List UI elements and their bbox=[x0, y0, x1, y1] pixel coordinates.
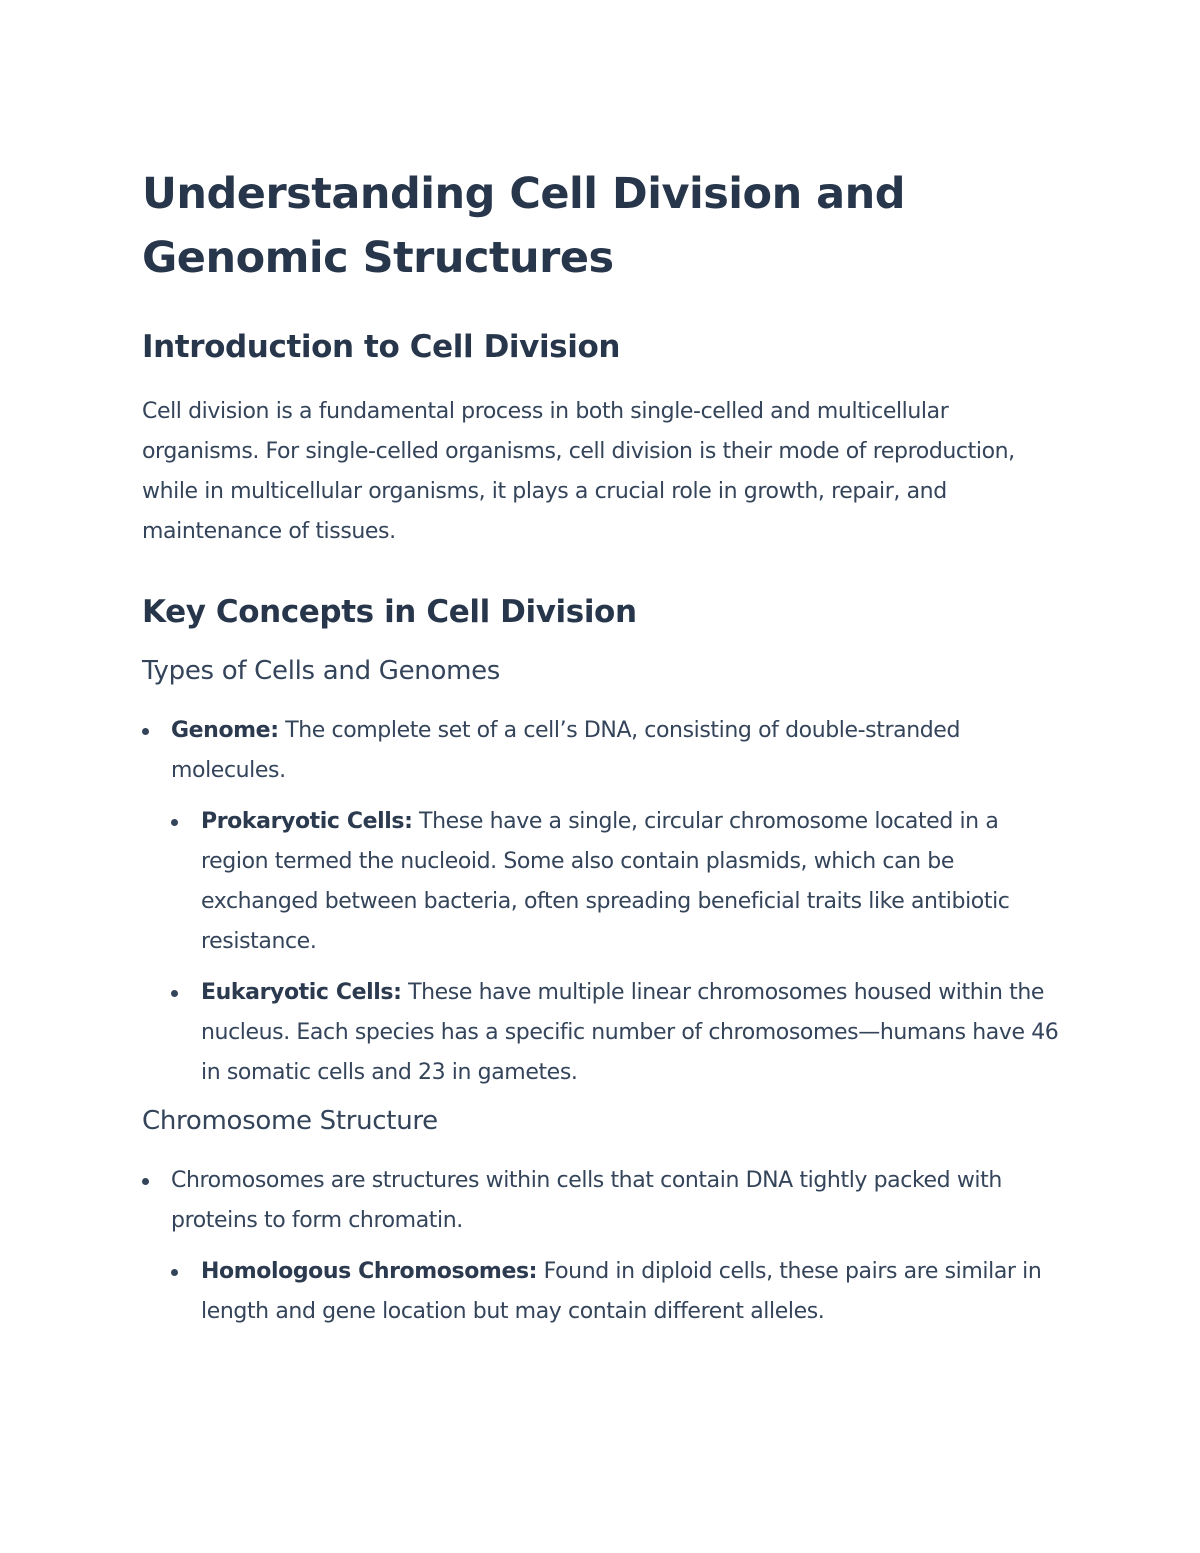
chromosome-sublist bbox=[171, 1252, 1062, 1332]
homologous-description: Found in diploid cells, these pairs are similar in length and gene location but may contain different alleles. bbox=[201, 1259, 1042, 1324]
intro-paragraph: Cell division is a fundamental process in both single-celled and multicellular organisms. For single-celled organisms, cell division is their mode of reproduction, while in multicellular organisms, it plays a crucial role in growth, repair, and maintenance of tissues. bbox=[142, 399, 1015, 544]
term-prokaryotic: Prokaryotic Cells: bbox=[201, 809, 413, 834]
prokaryotic-description: These have a single, circular chromosome located in a region termed the nucleoid. Some also contain plasmids, which can be exchanged between bacteria, often spreading beneficial traits like antibiotic resistance. bbox=[201, 809, 1010, 954]
page-title: Understanding Cell Division and Genomic Structures bbox=[142, 169, 906, 283]
list-item-homologous bbox=[171, 1252, 1062, 1332]
section-heading-key-concepts: Key Concepts in Cell Division bbox=[142, 594, 637, 630]
bullet-icon bbox=[142, 1178, 149, 1185]
subsection-heading-chromosome-structure: Chromosome Structure bbox=[142, 1106, 438, 1136]
types-list bbox=[142, 711, 1062, 1093]
bullet-icon bbox=[171, 1269, 178, 1276]
chromosome-list bbox=[142, 1161, 1062, 1332]
term-eukaryotic: Eukaryotic Cells: bbox=[201, 980, 402, 1005]
genome-sublist bbox=[171, 802, 1062, 1093]
list-item-prokaryotic bbox=[171, 802, 1062, 962]
bullet-icon bbox=[171, 990, 178, 997]
term-homologous: Homologous Chromosomes: bbox=[201, 1259, 538, 1284]
term-genome: Genome: bbox=[171, 718, 279, 743]
list-item-eukaryotic bbox=[171, 973, 1062, 1093]
eukaryotic-description: These have multiple linear chromosomes housed within the nucleus. Each species has a specific number of chromosomes—humans have 46 in somatic cells and 23 in gametes. bbox=[201, 980, 1059, 1085]
bullet-icon bbox=[142, 728, 149, 735]
chromosomes-description: Chromosomes are structures within cells that contain DNA tightly packed with proteins to form chromatin. bbox=[171, 1168, 1002, 1233]
genome-description: The complete set of a cell’s DNA, consisting of double-stranded molecules. bbox=[171, 718, 961, 783]
list-item-genome bbox=[142, 711, 1062, 1093]
section-heading-introduction: Introduction to Cell Division bbox=[142, 329, 621, 365]
list-item-chromosomes bbox=[142, 1161, 1062, 1332]
bullet-icon bbox=[171, 819, 178, 826]
document-page bbox=[142, 162, 1062, 1343]
subsection-heading-types: Types of Cells and Genomes bbox=[142, 656, 501, 686]
